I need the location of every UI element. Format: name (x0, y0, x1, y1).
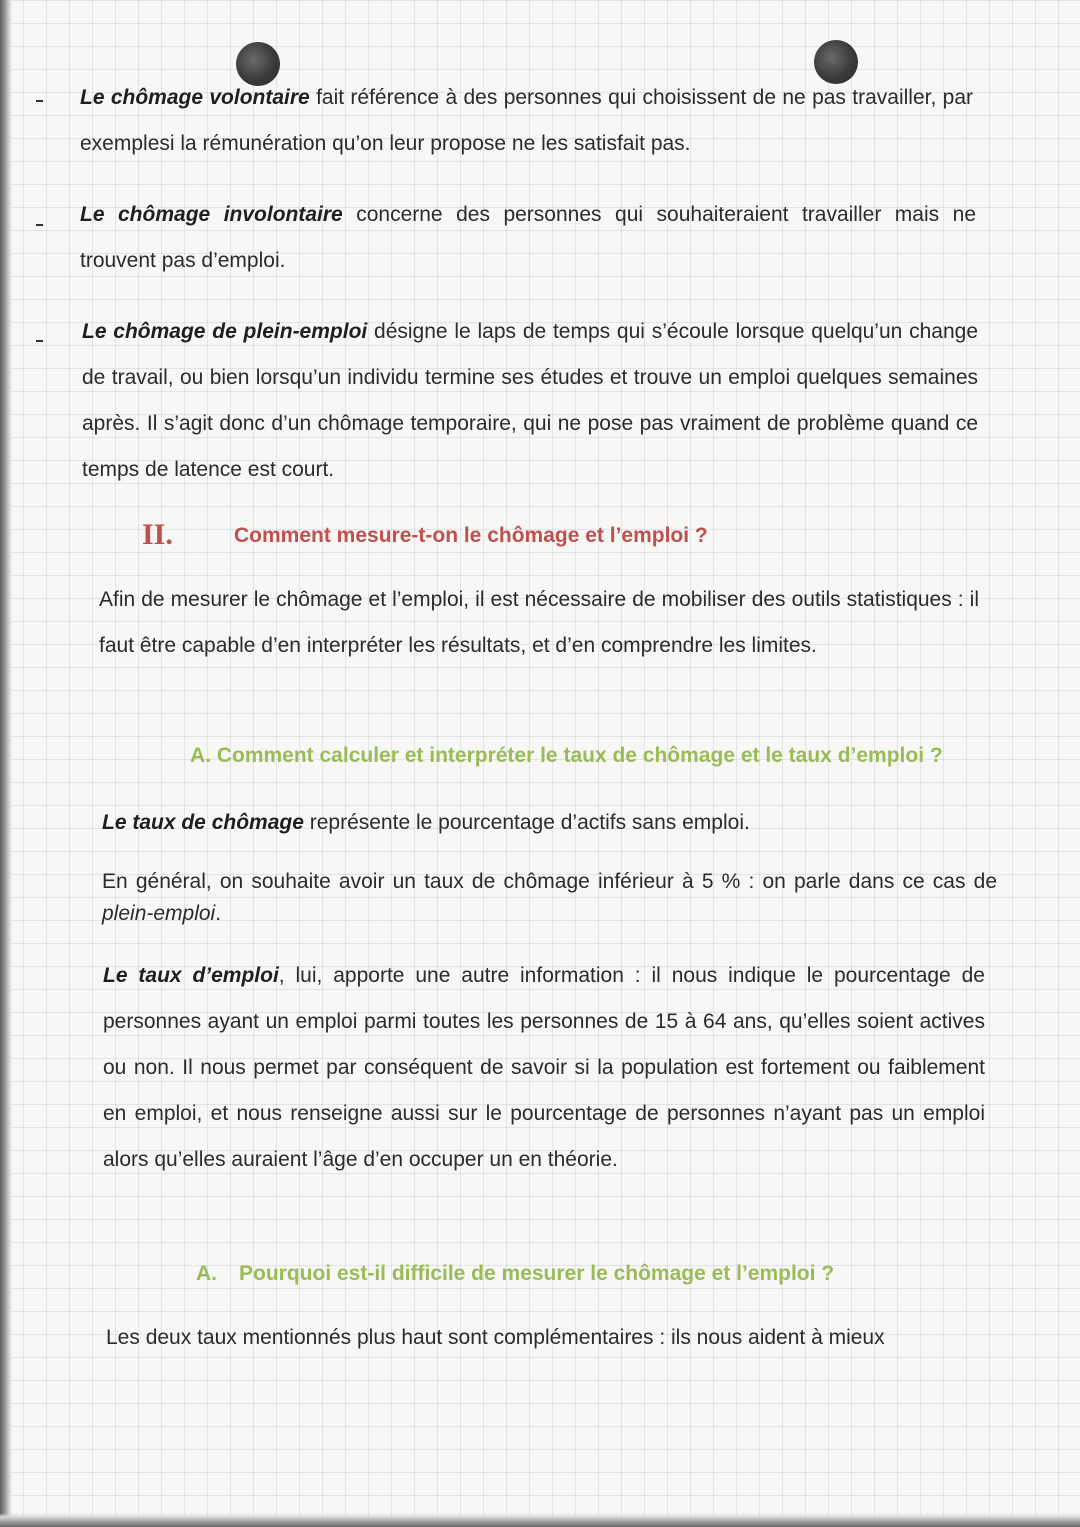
term-taux-emploi: Le taux d’emploi (103, 964, 279, 987)
general-end: . (215, 902, 222, 925)
bullet-dash (36, 340, 43, 342)
section-heading (142, 518, 842, 558)
paragraph-chomage-involontaire (80, 192, 976, 284)
definition-text: concerne des personnes qui souhaiteraient travailler mais ne trouvent pas d’emploi. (80, 203, 976, 272)
section-number: II. (142, 518, 173, 551)
subheading-calculer-interpreter: A. Comment calculer et interpréter le taux de chômage et le taux d’emploi ? (190, 744, 943, 767)
general-text: En général, on souhaite avoir un taux de chômage inférieur à 5 % : on parle dans ce cas de (102, 870, 997, 893)
subheading-title: Pourquoi est-il difficile de mesurer le chômage et l’emploi ? (239, 1262, 835, 1285)
paper-bottom-edge (0, 1513, 1080, 1527)
paragraph-taux-emploi (103, 953, 985, 1183)
plein-emploi-term: plein-emploi (102, 902, 216, 925)
section-title: Comment mesure-t-on le chômage et l’emploi ? (234, 524, 708, 547)
paragraph-chomage-volontaire (80, 75, 973, 167)
term-chomage-involontaire: Le chômage involontaire (80, 203, 343, 226)
paragraph-chomage-plein-emploi (82, 309, 978, 493)
bullet-dash (36, 100, 43, 102)
term-chomage-volontaire: Le chômage volontaire (80, 86, 310, 109)
definition-text: représente le pourcentage d’actifs sans emploi. (303, 811, 750, 834)
definition-text: désigne le laps de temps qui s’écoule lorsque quelqu’un change de travail, ou bien lorsqu’un individu termine ses études et trouve un emploi quelques semaines après. Il s’agit donc d’un chômage temporaire, qui ne pose pas vraiment de problème quand ce temps de latence est court. (82, 320, 979, 481)
paragraph-mesure-intro: Afin de mesurer le chômage et l’emploi, il est nécessaire de mobiliser des outils statistiques : il faut être capable d’en interpréter les résultats, et d’en comprendre les limites. (99, 588, 979, 657)
term-chomage-plein-emploi: Le chômage de plein-emploi (82, 320, 368, 343)
term-taux-chomage: Le taux de chômage (102, 811, 304, 834)
definition-text: , lui, apporte une autre information : il nous indique le pourcentage de personnes ayant un emploi parmi toutes les personnes de 15 à 64 ans, qu’elles soient actives ou non. Il nous permet par conséquent de savoir si la population est fortement ou faiblement en emploi, et nous renseigne aussi sur le pourcentage de personnes n’ayant pas un emploi alors qu’elles auraient l’âge d’en occuper un en théorie. (103, 964, 985, 1171)
bullet-dash (36, 224, 43, 226)
paper-left-edge (0, 0, 12, 1527)
definition-text: fait référence à des personnes qui choisissent de ne pas travailler, par exemplesi la rémunération qu’on leur propose ne les satisfait pas. (80, 86, 973, 155)
subheading-difficile-mesurer (196, 1262, 916, 1286)
paragraph-deux-taux: Les deux taux mentionnés plus haut sont complémentaires : ils nous aident à mieux (106, 1326, 885, 1349)
paragraph-taux-chomage (102, 800, 982, 846)
paragraph-plein-emploi-seuil (102, 866, 997, 930)
subheading-letter: A. (196, 1262, 217, 1285)
